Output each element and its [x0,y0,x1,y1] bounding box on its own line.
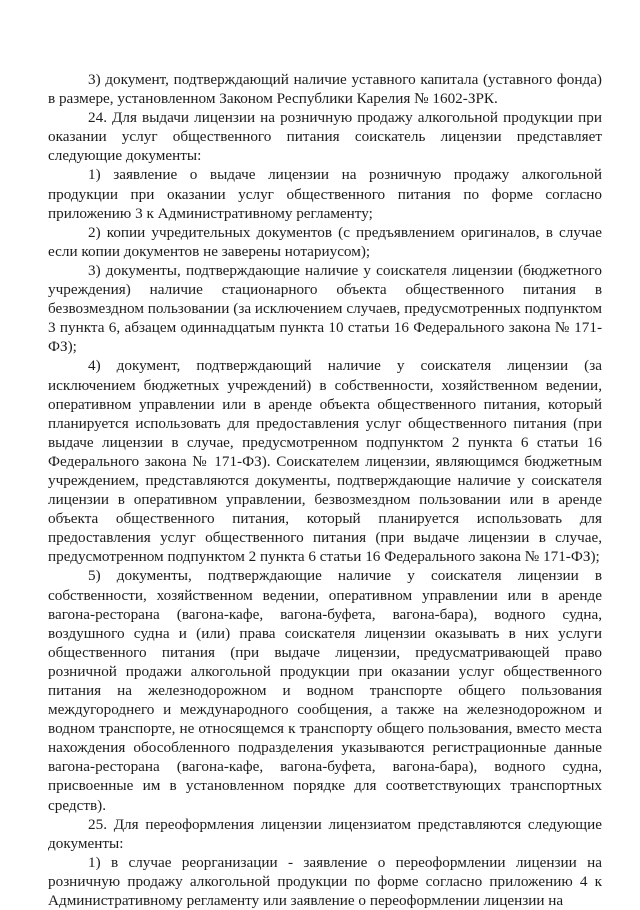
paragraph-item-1-reorganization: 1) в случае реорганизации - заявление о переоформлении лицензии на розничную продажу алкогольной продукции по форме согласно приложению 4 к Административному регламенту или заявление о переоформлении лицензии на [48,853,602,910]
paragraph-clause-24: 24. Для выдачи лицензии на розничную продажу алкогольной продукции при оказании услуг общественного питания соискатель лицензии представляет следующие документы: [48,109,602,165]
paragraph-item-3-budget-institution: 3) документы, подтверждающие наличие у соискателя лицензии (бюджетного учреждения) наличие стационарного объекта общественного питания в безвозмездном пользовании (за исключением случаев, предусмотренных подпунктом 3 пункта 6, абзацем одиннадцатым пункта 10 статьи 16 Федерального закона № 171-ФЗ); [48,261,602,356]
paragraph-item-5-transport-documents: 5) документы, подтверждающие наличие у соискателя лицензии в собственности, хозяйственном ведении, оперативном управлении или в аренде вагона-ресторана (вагона-кафе, вагона-буфета, вагона-бара), водного судна, воздушного судна и (или) права соискателя лицензии оказывать в них услуги общественного питания (при выдаче лицензии, предусматривающей право розничной продажи алкогольной продукции при оказании услуг общественного питания на железнодорожном и водном транспорте общего пользования междугороднего и международного сообщения, а также на железнодорожном и водном транспорте, не относящемся к транспорту общего пользования, вместо места нахождения обособленного подразделения указываются регистрационные данные вагона-ресторана (вагона-кафе, вагона-буфета, вагона-бара), водного судна, присвоенные им в установленном порядке для соответствующих транспортных средств). [48,567,602,814]
paragraph-clause-25: 25. Для переоформления лицензии лицензиатом представляются следующие документы: [48,815,602,852]
paragraph-item-2-founding-documents: 2) копии учредительных документов (с предъявлением оригиналов, в случае если копии документов не заверены нотариусом); [48,223,602,260]
paragraph-item-1-application: 1) заявление о выдаче лицензии на розничную продажу алкогольной продукции при оказании услуг общественного питания по форме согласно приложению 3 к Административному регламенту; [48,166,602,222]
paragraph-item-3-capital-document: 3) документ, подтверждающий наличие уставного капитала (уставного фонда) в размере, установленном Законом Республики Карелия № 1602-ЗРК. [48,71,602,108]
paragraph-item-4-ownership-document: 4) документ, подтверждающий наличие у соискателя лицензии (за исключением бюджетных учреждений) в собственности, хозяйственном ведении, оперативном управлении или в аренде объекта общественного питания, который планируется использовать для предоставления услуг общественного питания (при выдаче лицензии в случае, предусмотренном подпунктом 2 пункта 6 статьи 16 Федерального закона № 171-ФЗ). Соискателем лицензии, являющимся бюджетным учреждением, представляются документы, подтверждающие наличие у соискателя лицензии в оперативном управлении, безвозмездном пользовании или в аренде объекта общественного питания, который планируется использовать для предоставления услуг общественного питания (при выдаче лицензии в случае, предусмотренном подпунктом 2 пункта 6 статьи 16 Федерального закона № 171-ФЗ); [48,357,602,566]
